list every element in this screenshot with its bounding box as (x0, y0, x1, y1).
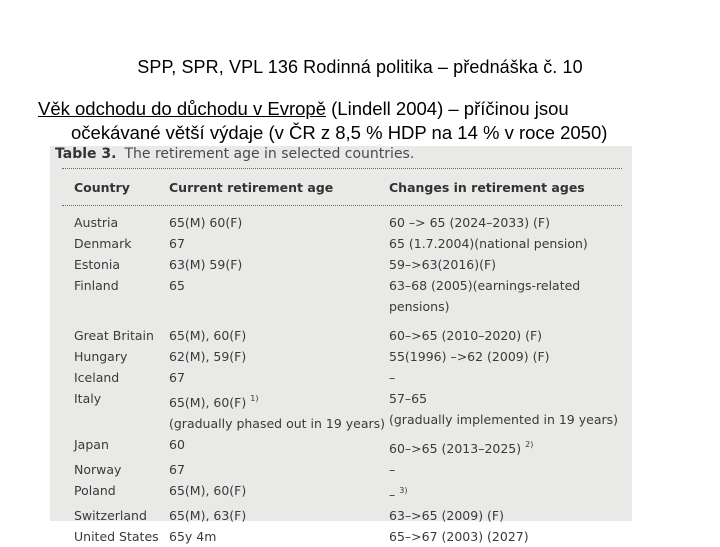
table-caption (55, 146, 414, 162)
table-row (74, 325, 619, 346)
lead-text (38, 97, 710, 145)
cell-changes-text: 60–>65 (2013–2025) (389, 441, 522, 456)
cell-changes: – (389, 462, 396, 477)
cell-changes: 55(1996) –>62 (2009) (F) (389, 349, 550, 364)
table-row (74, 388, 619, 434)
cell-country: Austria (74, 215, 119, 230)
cell-country: Hungary (74, 349, 128, 364)
footnote-marker: 1) (250, 394, 259, 403)
retirement-table (74, 180, 619, 547)
table-row (74, 526, 619, 547)
col-header-country: Country (74, 180, 130, 195)
table-row (74, 212, 619, 233)
cell-current: 65(M), 63(F) (169, 508, 247, 523)
cell-current: 63(M) 59(F) (169, 257, 243, 272)
cell-country: United States (74, 529, 159, 544)
cell-current-line1: 65(M), 60(F) (169, 395, 247, 410)
table-row (74, 459, 619, 480)
table-row (74, 254, 619, 275)
cell-changes: 60 –> 65 (2024–2033) (F) (389, 215, 550, 230)
cell-current: 65(M), 60(F) (169, 483, 247, 498)
cell-current: 60 (169, 437, 185, 452)
cell-current (169, 388, 389, 434)
cell-country: Italy (74, 391, 102, 406)
cell-country: Estonia (74, 257, 121, 272)
footnote-marker: 2) (525, 440, 534, 449)
cell-country: Switzerland (74, 508, 147, 523)
cell-changes (389, 434, 619, 459)
cell-changes-line1: 63–68 (2005)(earnings-related (389, 278, 581, 293)
cell-current: 65(M), 60(F) (169, 328, 247, 343)
cell-current: 62(M), 59(F) (169, 349, 247, 364)
cell-country: Japan (74, 437, 109, 452)
cell-changes: 65 (1.7.2004)(national pension) (389, 236, 588, 251)
cell-country: Finland (74, 278, 119, 293)
cell-country: Denmark (74, 236, 132, 251)
lead-line2: očekávané větší výdaje (v ČR z 8,5 % HDP na 14 % v roce 2050) (71, 122, 608, 143)
col-header-current: Current retirement age (169, 180, 334, 195)
table-row (74, 505, 619, 526)
cell-current: 67 (169, 462, 185, 477)
table-label: Table 3. (55, 146, 117, 162)
table-header-row (74, 180, 619, 204)
table-row (74, 434, 619, 459)
lead-rest: (Lindell 2004) – příčinou jsou (326, 98, 569, 119)
cell-current: 65(M) 60(F) (169, 215, 243, 230)
table-row (74, 275, 619, 317)
cell-country: Poland (74, 483, 116, 498)
cell-changes (389, 388, 619, 434)
table-title: The retirement age in selected countries. (124, 146, 415, 162)
cell-country: Great Britain (74, 328, 154, 343)
cell-changes: 60–>65 (2010–2020) (F) (389, 328, 543, 343)
cell-changes: 63–>65 (2009) (F) (389, 508, 504, 523)
cell-changes: – (389, 370, 396, 385)
table-row (74, 233, 619, 254)
cell-country: Norway (74, 462, 122, 477)
cell-current: 67 (169, 370, 185, 385)
cell-changes: 59–>63(2016)(F) (389, 257, 497, 272)
cell-current-line2: (gradually phased out in 19 years) (169, 416, 386, 431)
table-row (74, 367, 619, 388)
lead-underlined: Věk odchodu do důchodu v Evropě (38, 98, 326, 119)
cell-changes: 65–>67 (2003) (2027) (389, 529, 529, 544)
cell-changes-line2: (gradually implemented in 19 years) (389, 412, 619, 427)
cell-changes-line2: pensions) (389, 299, 450, 314)
footnote-marker: 3) (399, 486, 408, 495)
cell-changes-text: – (389, 487, 396, 502)
scanned-table-image (50, 146, 632, 544)
cell-changes (389, 480, 619, 505)
cell-country: Iceland (74, 370, 120, 385)
cell-changes-line1: 57–65 (389, 391, 428, 406)
slide-header: SPP, SPR, VPL 136 Rodinná politika – přednáška č. 10 (137, 57, 583, 77)
top-dotted-rule (62, 168, 622, 169)
cell-changes (389, 275, 619, 317)
cell-current: 65 (169, 278, 185, 293)
table-row (74, 480, 619, 505)
table-row (74, 346, 619, 367)
cell-current: 65y 4m (169, 529, 217, 544)
col-header-changes: Changes in retirement ages (389, 180, 585, 195)
cell-current: 67 (169, 236, 185, 251)
